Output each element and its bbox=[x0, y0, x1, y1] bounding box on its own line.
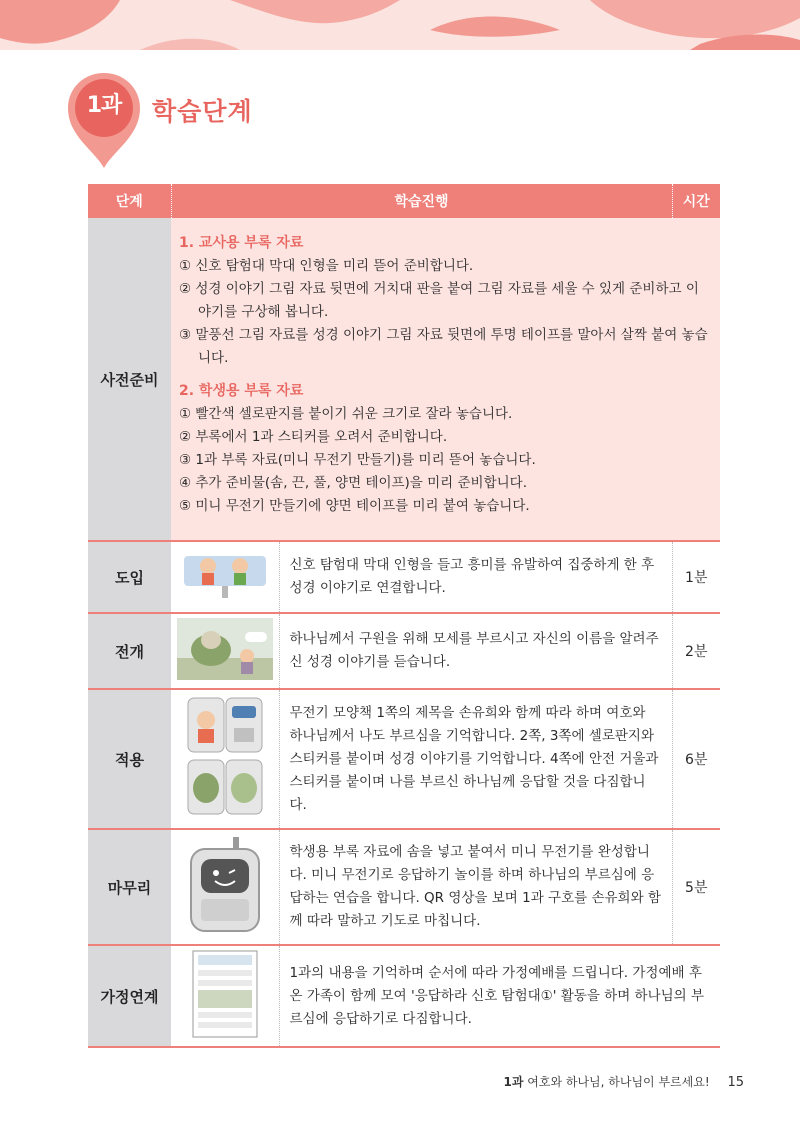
home-image bbox=[171, 945, 279, 1047]
lesson-badge-icon bbox=[64, 70, 144, 170]
closing-time: 5분 bbox=[672, 829, 720, 945]
development-time: 2분 bbox=[672, 613, 720, 689]
prep-row bbox=[88, 218, 720, 541]
header-time: 시간 bbox=[672, 184, 720, 218]
stick-puppet-illustration bbox=[178, 548, 272, 602]
footer-subtitle: 여호와 하나님, 하나님이 부르세요! bbox=[527, 1075, 710, 1089]
family-worship-sheet-illustration bbox=[192, 950, 258, 1038]
table-row bbox=[88, 541, 720, 613]
student-item: ① 빨간색 셀로판지를 붙이기 쉬운 크기로 잘라 놓습니다. bbox=[179, 406, 513, 422]
page-title: 학습단계 bbox=[152, 97, 253, 126]
lesson-number: 1과 bbox=[86, 93, 122, 118]
teacher-materials-heading: 1. 교사용 부록 자료 bbox=[179, 235, 304, 251]
top-decoration bbox=[0, 0, 800, 50]
table-row bbox=[88, 689, 720, 829]
application-description: 무전기 모양책 1쪽의 제목을 손유희와 함께 따라 하며 여호와 하나님께서 나도 부르심을 기억합니다. 2쪽, 3쪽에 셀로판지와 스티커를 붙이며 성경 이야기를 기억합니다. 4쪽에 안전 거울과 스티커를 붙이며 나를 부르신 하나님께 응답할 것을 다짐합니다. bbox=[279, 689, 672, 829]
student-item: ③ 1과 부록 자료(미니 무전기 만들기)를 미리 뜯어 놓습니다. bbox=[179, 452, 536, 468]
stage-application: 적용 bbox=[88, 689, 171, 829]
table-header-row bbox=[88, 184, 720, 218]
table-row bbox=[88, 829, 720, 945]
teacher-item: ② 성경 이야기 그림 자료 뒷면에 거치대 판을 붙여 그림 자료를 세울 수 있게 준비하고 이야기를 구상해 봅니다. bbox=[179, 281, 699, 320]
home-description: 1과의 내용을 기억하며 순서에 따라 가정예배를 드립니다. 가정예배 후 온 가족이 함께 모여 '응답하라 신호 탐험대①' 활동을 하며 하나님의 부르심에 응답하기로 다짐합니다. bbox=[279, 945, 720, 1047]
header-stage: 단계 bbox=[88, 184, 171, 218]
stage-home: 가정연계 bbox=[88, 945, 171, 1047]
lesson-plan-table bbox=[88, 184, 720, 1048]
page-footer bbox=[503, 1073, 744, 1090]
intro-description: 신호 탐험대 막대 인형을 들고 흥미를 유발하여 집중하게 한 후 성경 이야기로 연결합니다. bbox=[279, 541, 672, 613]
application-time: 6분 bbox=[672, 689, 720, 829]
teacher-item: ③ 말풍선 그림 자료를 성경 이야기 그림 자료 뒷면에 투명 테이프를 말아서 살짝 붙여 놓습니다. bbox=[179, 327, 708, 366]
burning-bush-illustration bbox=[177, 618, 273, 680]
student-item: ② 부록에서 1과 스티커를 오려서 준비합니다. bbox=[179, 429, 448, 445]
closing-description: 학생용 부록 자료에 솜을 넣고 붙여서 미니 무전기를 완성합니다. 미니 무전기로 응답하기 놀이를 하며 하나님의 부르심에 응답하는 연습을 합니다. QR 영상을 보며 1과 구호를 손유희와 함께 따라 말하고 기도로 마칩니다. bbox=[279, 829, 672, 945]
intro-time: 1분 bbox=[672, 541, 720, 613]
teacher-item: ① 신호 탐험대 막대 인형을 미리 뜯어 준비합니다. bbox=[179, 258, 474, 274]
footer-lesson: 1과 bbox=[503, 1075, 524, 1089]
stage-development: 전개 bbox=[88, 613, 171, 689]
development-image bbox=[171, 613, 279, 689]
page-number: 15 bbox=[727, 1075, 744, 1090]
table-row bbox=[88, 613, 720, 689]
radio-book-illustration bbox=[184, 694, 266, 820]
student-item: ④ 추가 준비물(솜, 끈, 풀, 양면 테이프)을 미리 준비합니다. bbox=[179, 475, 527, 491]
application-image bbox=[171, 689, 279, 829]
intro-image bbox=[171, 541, 279, 613]
stage-intro: 도입 bbox=[88, 541, 171, 613]
prep-content bbox=[171, 218, 720, 541]
mini-radio-icon bbox=[183, 835, 267, 935]
table-row bbox=[88, 945, 720, 1047]
closing-image bbox=[171, 829, 279, 945]
student-materials-heading: 2. 학생용 부록 자료 bbox=[179, 383, 304, 399]
stage-closing: 마무리 bbox=[88, 829, 171, 945]
student-item: ⑤ 미니 무전기 만들기에 양면 테이프를 미리 붙여 놓습니다. bbox=[179, 498, 530, 514]
stage-prep: 사전준비 bbox=[88, 218, 171, 541]
header-progress: 학습진행 bbox=[171, 184, 672, 218]
development-description: 하나님께서 구원을 위해 모세를 부르시고 자신의 이름을 알려주신 성경 이야기를 듣습니다. bbox=[279, 613, 672, 689]
